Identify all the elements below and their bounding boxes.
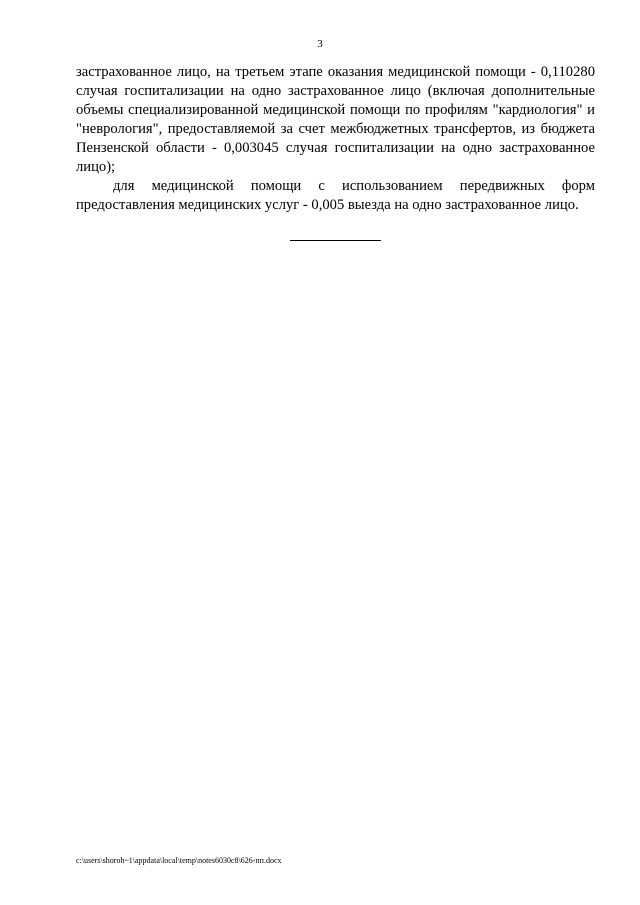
section-end-divider bbox=[290, 240, 381, 241]
paragraph-hospitalization-norm: застрахованное лицо, на третьем этапе оказания медицинской помощи - 0,110280 случая госпитализации на одно застрахованное лицо (включая дополнительные объемы специализированной медицинской помощи по профилям "кардиология" и "неврология", предоставляемой за счет межбюджетных трансфертов, из бюджета Пензенской области - 0,003045 случая госпитализации на одно застрахованное лицо); bbox=[76, 64, 595, 175]
document-body bbox=[76, 63, 595, 215]
paragraph-mobile-care-norm: для медицинской помощи с использованием передвижных форм предоставления медицинских услуг - 0,005 выезда на одно застрахованное лицо. bbox=[76, 178, 595, 213]
page-number: 3 bbox=[317, 38, 323, 50]
footer-file-path: c:\users\shoroh~1\appdata\local\temp\notes6030c8\626-пп.docx bbox=[76, 856, 282, 865]
